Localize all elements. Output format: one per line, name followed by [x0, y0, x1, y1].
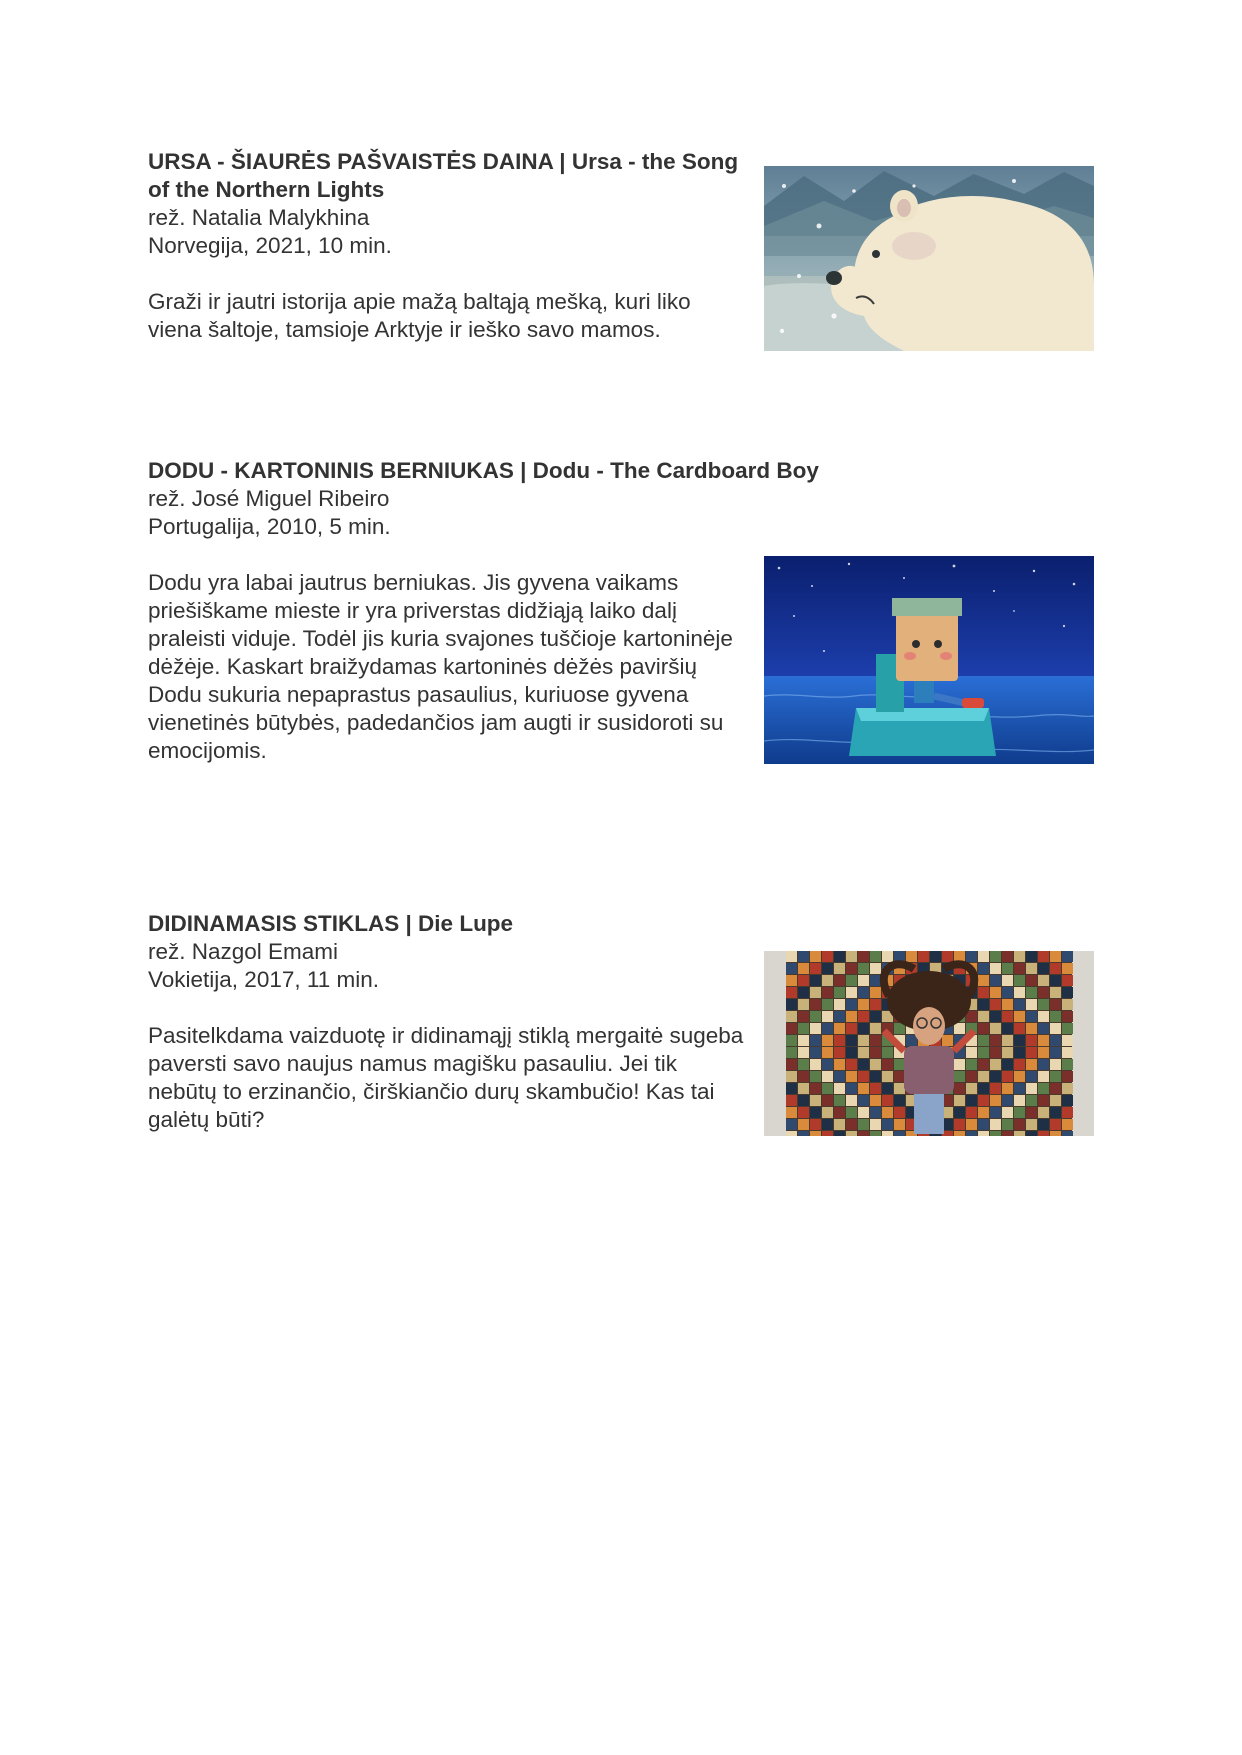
film-text — [148, 910, 748, 1134]
film-director: rež. Nazgol Emami — [148, 939, 339, 964]
film-meta: Portugalija, 2010, 5 min. — [148, 514, 391, 539]
film-entry-die-lupe — [148, 910, 1094, 1150]
film-description: Pasitelkdama vaizduotę ir didinamąjį stiklą mergaitė sugeba paversti savo naujus namus magišku pasauliu. Jei tik nebūtų to erzinančio, čirškiančio durų skambučio! Kas tai galėtų būti? — [148, 1023, 744, 1132]
film-text — [148, 457, 819, 765]
film-entry-dodu — [148, 457, 1094, 787]
film-still-girl-on-carpet — [764, 951, 1094, 1136]
film-director: rež. Natalia Malykhina — [148, 205, 370, 230]
film-meta: Vokietija, 2017, 11 min. — [148, 967, 379, 992]
film-still-polar-bear — [764, 166, 1094, 351]
film-text — [148, 148, 748, 344]
film-title: URSA - ŠIAURĖS PAŠVAISTĖS DAINA | Ursa - the Song of the Northern Lights — [148, 149, 739, 202]
film-director: rež. José Miguel Ribeiro — [148, 486, 390, 511]
film-description: Graži ir jautri istorija apie mažą baltąją mešką, kuri liko viena šaltoje, tamsioje Arktyje ir ieško savo mamos. — [148, 289, 691, 342]
film-title: DODU - KARTONINIS BERNIUKAS | Dodu - The Cardboard Boy — [148, 458, 819, 483]
film-meta: Norvegija, 2021, 10 min. — [148, 233, 392, 258]
film-entry-ursa — [148, 148, 1094, 358]
film-title: DIDINAMASIS STIKLAS | Die Lupe — [148, 911, 514, 936]
film-still-cardboard-boy — [764, 556, 1094, 764]
film-description: Dodu yra labai jautrus berniukas. Jis gyvena vaikams priešiškame mieste ir yra priverstas didžiąją laiko dalį praleisti viduje. Todėl jis kuria svajones tuščioje kartoninėje dėžėje. Kaskart braižydamas kartoninės dėžės paviršių Dodu sukuria nepaprastus pasaulius, kuriuose gyvena vienetinės būtybės, padedančios jam augti ir susidoroti su emocijomis. — [148, 570, 733, 763]
